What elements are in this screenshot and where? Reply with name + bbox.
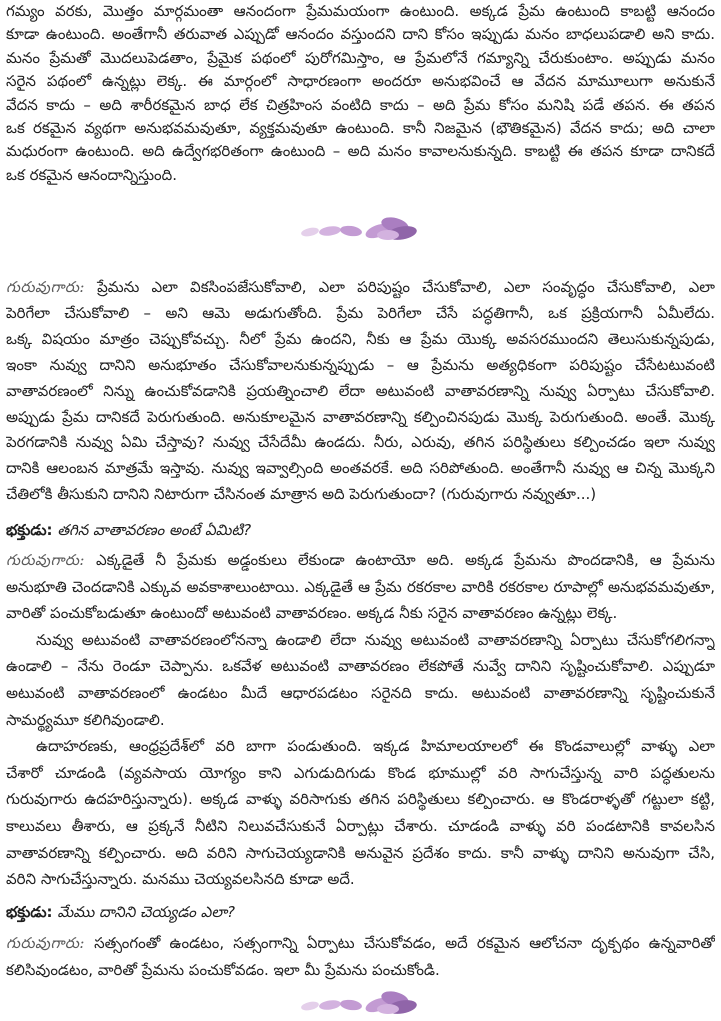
intro-paragraph: [6, 0, 715, 187]
text-line: ఒక రకమైన ఆనందాన్నిస్తుంది.: [6, 165, 178, 184]
text-line: గమ్యం వరకు, మొత్తం మార్గమంతా ఆనందంగా ప్రేమమయంగా ఉంటుంది. అక్కడ ప్రేమ ఉంటుంది కాబట్టి ఆనందం: [6, 2, 715, 20]
flower-petals-ornament-icon: [296, 987, 420, 1017]
text-line: [6, 547, 715, 574]
answer-text: సత్సంగంతో ఉండటం, సత్సంగాన్ని ఏర్పాటు చేసుకోవడం, అదే రకమైన ఆలోచనా దృక్పథం ఉన్నవారితో: [94, 934, 715, 952]
text-line: చేతిలోకి తీసుకుని దానిని నిటారుగా చేసినంత మాత్రాన అది పెరుగుతుందా? (గురువుగారు నవ్వుతూ...): [6, 485, 597, 504]
answer-text: ఎక్కడైతే నీ ప్రేమకు అడ్డంకులు లేకుండా ఉంటాయో అది. అక్కడ ప్రేమను పొందడానికి, ఆ ప్రేమను: [95, 551, 715, 569]
text-line: వాతావరణాన్ని కల్పించారు. అది వరిని సాగుచెయ్యడానికి అనువైన ప్రదేశం కాదు. కానీ వాళ్ళు దానిని అనువుగా చేసి,: [6, 843, 715, 862]
petal-shape: [377, 230, 399, 240]
text-line: అటువంటి వాతావరణంలో ఉండటం మీదే ఆధారపడటం సరైనది కాదు. అటువంటి వాతావరణాన్ని సృష్టించుకునే: [6, 683, 715, 702]
guru-answer-2: [6, 547, 715, 893]
text-line: అనుభూతి చెందడానికి ఎక్కువ అవకాశాలుంటాయి. ఎక్కడైతే ఆ ప్రేమ రకరకాల వారికి రకరకాల రూపాల్లో అనుభవమవుతూ,: [6, 577, 715, 596]
guru-answer-1: [6, 275, 715, 508]
answer-text: ప్రేమను ఎలా వికసింపజేసుకోవాలి, ఎలా పరిపుష్టం చేసుకోవాలి, ఎలా సంవృద్ధం చేసుకోవాలి, ఎలా: [97, 278, 715, 296]
text-line: కూడా ఉంటుంది. అంతేగానీ తరువాత ఎప్పుడో ఆనందం వస్తుందని దాని కోసం ఇప్పుడు మనం బాధలుపడాలి అని కాదు.: [6, 25, 715, 44]
devotee-question-1: [6, 517, 715, 543]
speaker-label-guru: గురువుగారు:: [6, 278, 85, 296]
text-line: [6, 930, 715, 957]
petal-shape: [377, 1004, 399, 1014]
text-line: వేదన కాదు – అది శారీరకమైన బాధ లేక చిత్రహింస వంటిది కాదు – అది ప్రేమ కోసం మనిషి పడే తపన. ఈ తపన: [6, 95, 715, 114]
question-text: తగిన వాతావరణం అంటే ఏమిటి?: [57, 521, 252, 539]
text-line: [6, 517, 715, 543]
text-line: నువ్వు అటువంటి వాతావరణంలోనన్నా ఉండాలి లేదా నువ్వు అటువంటి వాతావరణాన్ని ఏర్పాటు చేసుకోగలిగన్నా: [36, 630, 715, 649]
flower-ornament: [296, 987, 420, 1017]
speaker-label-guru: గురువుగారు:: [6, 934, 85, 952]
petal-shape: [300, 1000, 319, 1012]
text-line: వారితో పంచుకోబడుతూ ఉంటుందో అటువంటి వాతావరణం. అక్కడ నీకు సరైన వాతావరణం ఉన్నట్లు లెక్క.: [6, 604, 618, 623]
text-line: గురువుగారు ఉదహరిస్తున్నారు). అక్కడ వాళ్ళు వరిసాగుకు తగిన పరిస్థితులు కల్పించారు. ఆ కొండరాళ్ళతో గట్టులా కట్టి,: [6, 790, 715, 809]
text-line: సామర్థ్యమూ కలిగివుండాలి.: [6, 710, 165, 729]
text-line: అప్పుడు ప్రేమ దానికదే పెరుగుతుంది. అనుకూలమైన వాతావరణాన్ని కల్పించినపుడు మొక్క పెరుగుతుంది. అంతే. మొక్క: [6, 407, 715, 426]
devotee-question-2: [6, 899, 715, 925]
petal-shape: [300, 226, 319, 238]
text-line: సరైన పథంలో ఉన్నట్లు లెక్క. ఈ మార్గంలో సాధారణంగా అందరూ అనుభవించే ఆ వేదన మామూలుగా అనుకునే: [6, 72, 715, 91]
text-line: ఉదాహరణకు, ఆంధ్రప్రదేశ్‌లో వరి బాగా పండుతుంది. ఇక్కడ హిమాలయాలలో ఈ కొండవాలుల్లో వాళ్ళు ఎలా: [36, 737, 715, 756]
text-line: చేశారో చూడండి (వ్యవసాయ యోగ్యం కాని ఎగుడుదిగుడు కొండ భూముల్లో వరి సాగుచేస్తున్న వారి పద్ధతులను: [6, 763, 715, 782]
text-line: [6, 899, 715, 925]
petal-shape: [339, 999, 362, 1012]
text-line: ఒక్క విషయం మాత్రం చెప్పుకోవచ్చు. నీలో ప్రేమ ఉందని, నీకు ఆ ప్రేమ యొక్క అవసరముందని తెలుసుకున్నపుడు,: [6, 329, 715, 348]
text-line: ఉండాలి – నేను రెండూ చెప్పాను. ఒకవేళ అటువంటి వాతావరణం లేకపోతే నువ్వే దానిని సృష్టించుకోవాలి. ఎప్పుడూ: [6, 657, 715, 676]
speaker-label-devotee: భక్తుడు:: [6, 521, 53, 539]
text-line: మధురంగా ఉంటుంది. అది ఉద్వేగభరితంగా ఉంటుంది – అది మనం కావాలనుకున్నది. కాబట్టి ఈ తపన కూడా దానికదే: [6, 142, 715, 161]
text-line: ఒక రకమైన వ్యథగా అనుభవమవుతూ, వ్యక్తమవుతూ ఉంటుంది. కానీ నిజమైన (భౌతికమైన) వేదన కాదు; అది చాలా: [6, 119, 715, 138]
guru-answer-3: [6, 930, 715, 984]
text-line: మనం ప్రేమతో మొదలుపెడతాం, ప్రేమైక పథంలో పురోగమిస్తాం, ఆ ప్రేమలోనే గమ్యాన్ని చేరుకుంటాం. అప్పుడు మనం: [6, 48, 715, 67]
text-line: పెరగడానికి నువ్వు ఏమి చేస్తావు? నువ్వు చేసేదేమీ ఉండదు. నీరు, ఎరువు, తగిన పరిస్థితులు కల్పించడం ఇలా నువ్వు: [6, 433, 715, 452]
petal-shape: [318, 999, 341, 1011]
text-line: [6, 275, 715, 301]
text-line: కాలువలు తీశారు, ఆ ప్రక్కనే నీటిని నిలువచేసుకునే ఏర్పాట్లు చేశారు. చూడండి వాళ్ళు వరి పండటానికి కావలసిన: [6, 816, 715, 835]
text-line: వరిని సాగుచేస్తున్నారు. మనము చెయ్యవలసినది కూడా అదే.: [6, 870, 355, 889]
flower-ornament: [296, 213, 420, 243]
question-text: మేము దానిని చెయ్యడం ఎలా?: [57, 903, 235, 921]
flower-petals-ornament-icon: [296, 213, 420, 243]
speaker-label-guru: గురువుగారు:: [6, 551, 85, 569]
text-line: కలిసివుండటం, వారితో ప్రేమను పంచుకోవడం. ఇలా మీ ప్రేమను పంచుకోండి.: [6, 961, 440, 979]
speaker-label-devotee: భక్తుడు:: [6, 903, 53, 921]
petal-shape: [318, 225, 341, 237]
text-line: పెరిగేలా చేసుకోవాలి – అని ఆమె అడుగుతోంది. ప్రేమ పెరిగేలా చేసే పద్ధతిగానీ, ఒక ప్రక్రియగానీ ఏమీలేదు.: [6, 303, 715, 322]
text-line: ఇంకా నువ్వు దానిని అనుభూతం చేసుకోవాలనుకున్నప్పుడు – ఆ ప్రేమను అత్యధికంగా పరిపుష్టం చేసేటటువంటి: [6, 355, 715, 374]
petal-shape: [339, 225, 362, 238]
text-line: వాతావరణంలో నిన్ను ఉంచుకోవడానికి ప్రయత్నించాలి లేదా అటువంటి వాతావరణాన్ని నువ్వు ఏర్పాటు చేసుకోవాలి.: [6, 381, 715, 400]
text-line: దానికి ఆలంబన మాత్రమే ఇస్తావు. నువ్వు ఇవ్వాల్సింది అంతవరకే. అది సరిపోతుంది. అంతేగానీ నువ్వు ఆ చిన్న మొక్కని: [6, 459, 715, 478]
